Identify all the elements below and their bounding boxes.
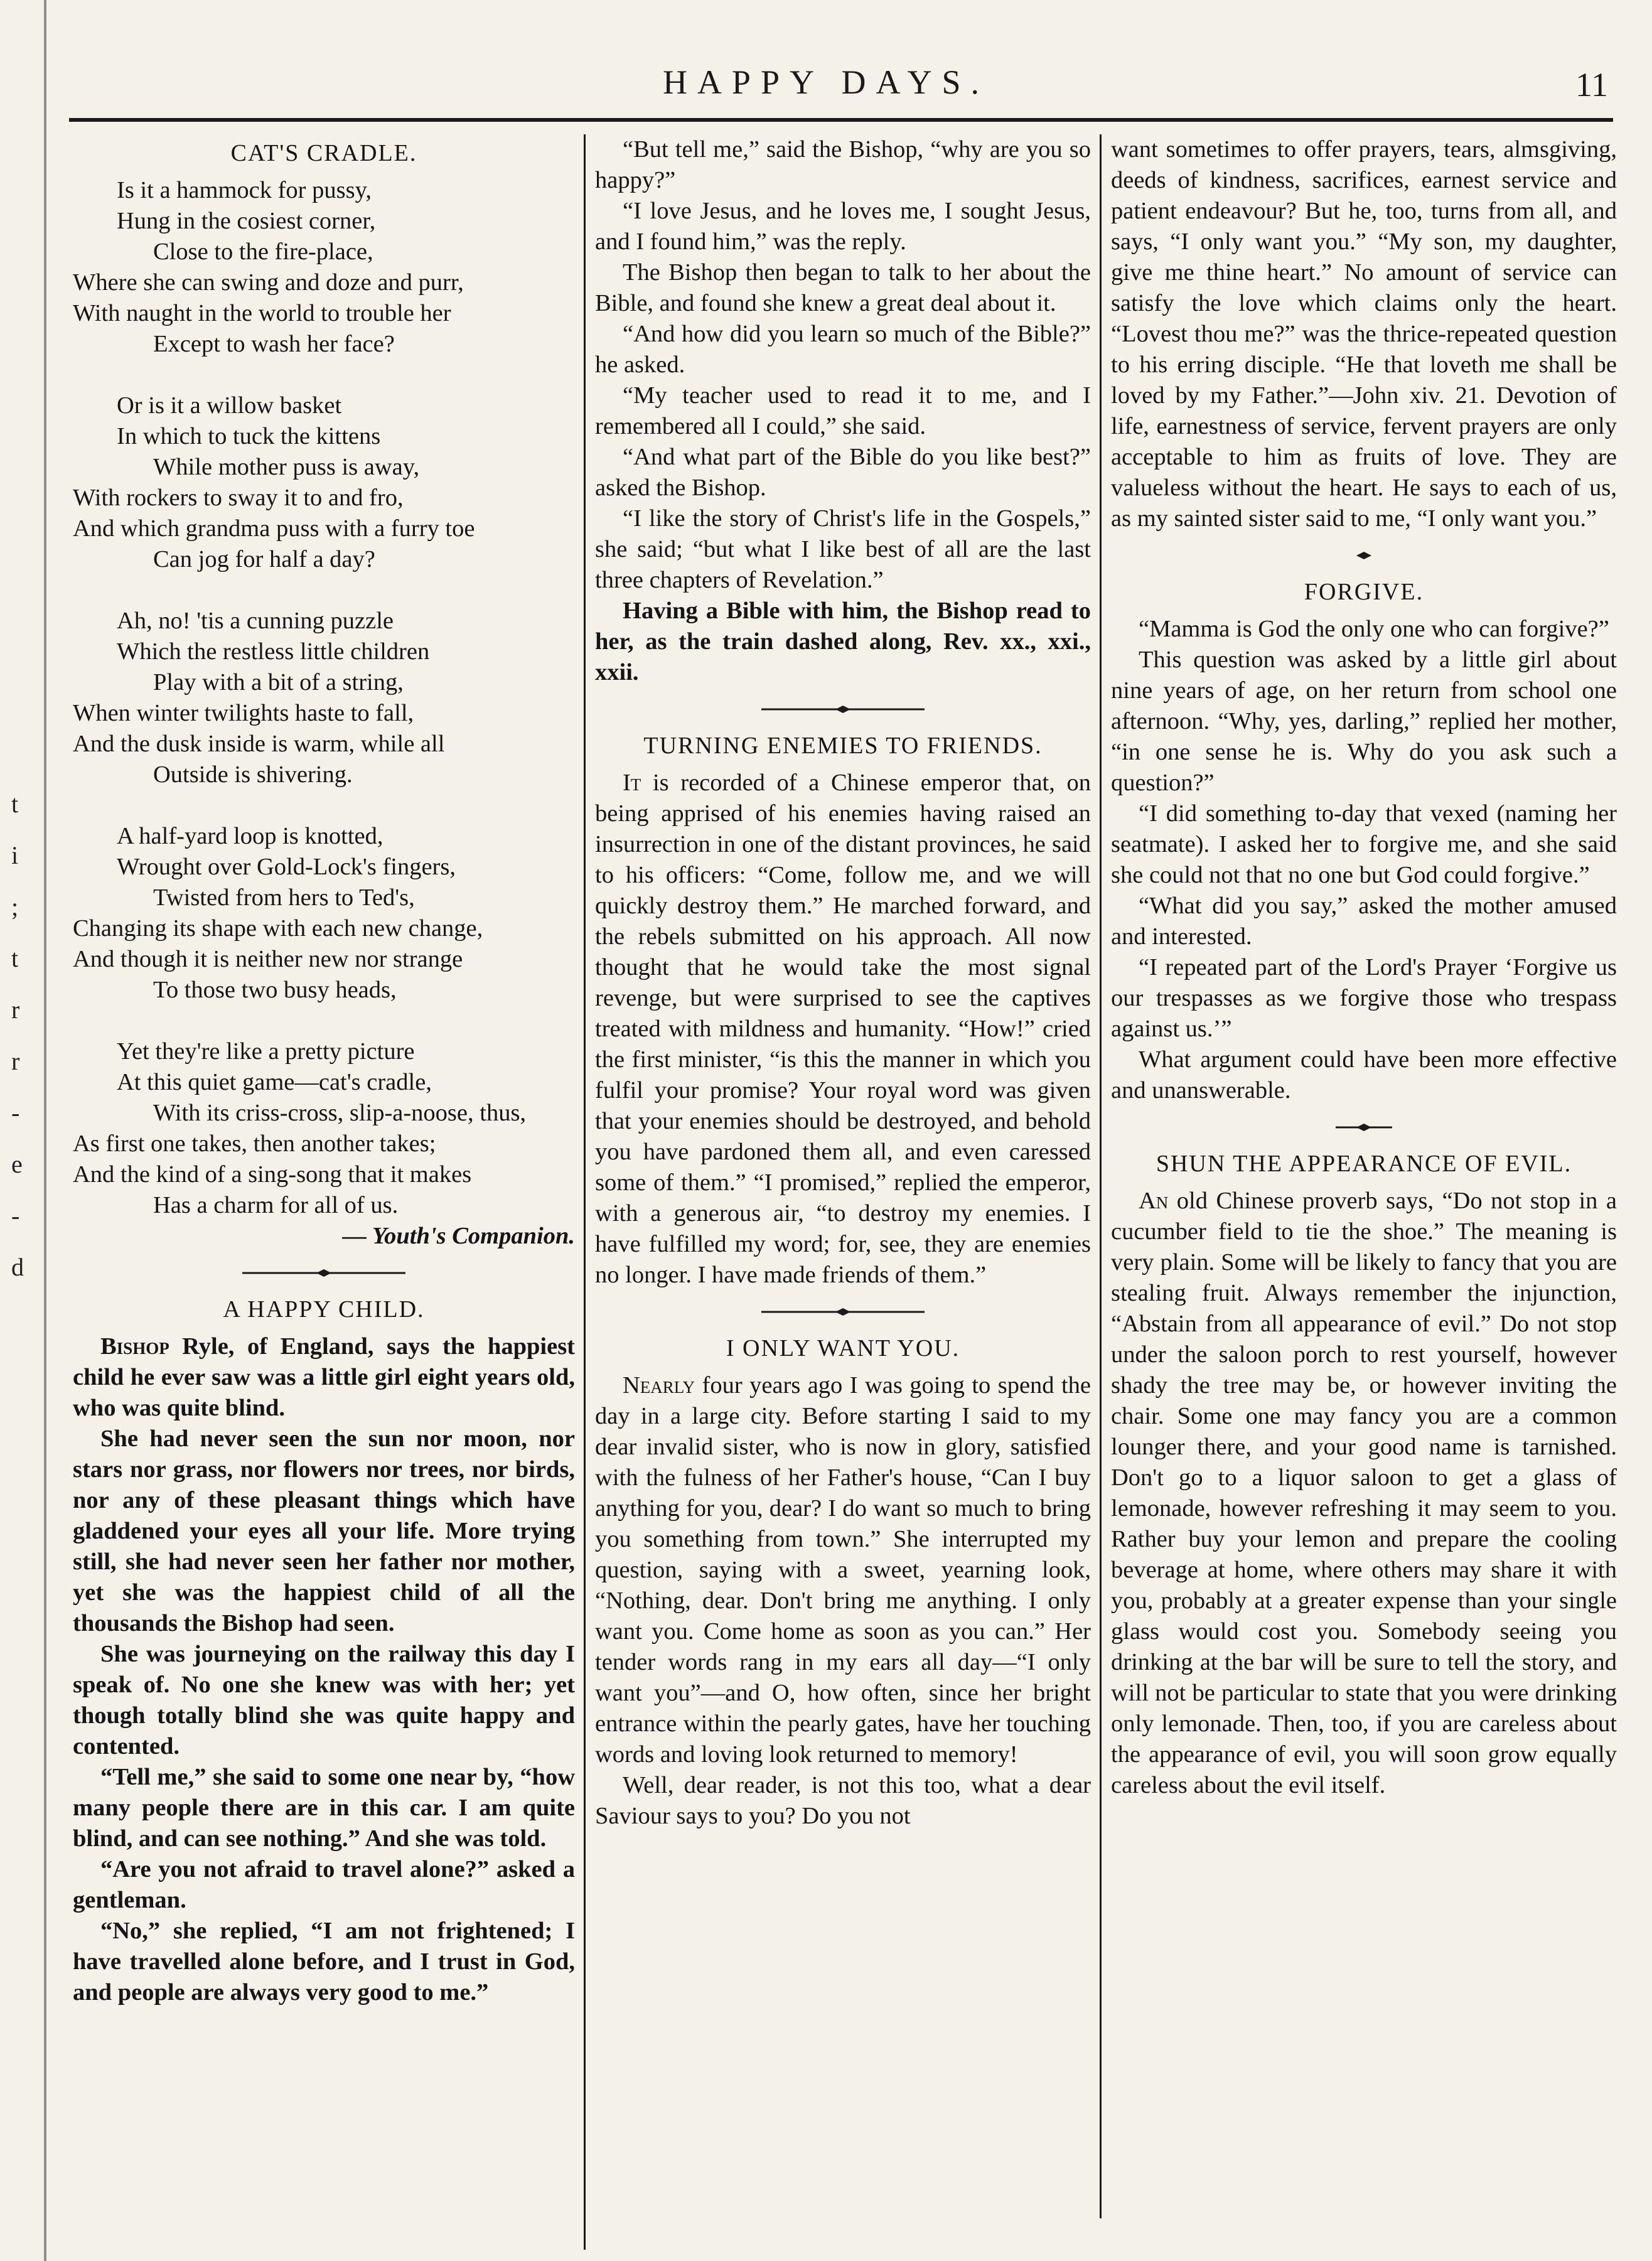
poem-line: In which to tuck the kittens: [117, 423, 381, 449]
article-paragraph: Having a Bible with him, the Bishop read to her, as the train dashed along, Rev. xx., xxi., xxii.: [595, 598, 1091, 685]
poem-attribution: — Youth's Companion.: [342, 1223, 575, 1249]
poem-line: Where she can swing and doze and purr,: [73, 269, 464, 296]
article-paragraph: She was journeying on the railway this day I speak of. No one she knew was with her; yet though totally blind she was quite happy and contented.: [73, 1641, 575, 1759]
gutter-mark: d: [11, 1253, 24, 1281]
article-paragraph: “I repeated part of the Lord's Prayer ‘Forgive us our trespasses as we forgive those who trespass against us.’”: [1111, 954, 1617, 1042]
gutter-marks: [11, 778, 49, 1293]
poem-line: Has a charm for all of us.: [153, 1192, 399, 1218]
article-paragraph: “No,” she replied, “I am not frightened; I have travelled alone before, and I trust in God, and people are always very good to me.”: [73, 1918, 575, 2006]
paragraph-text: four years ago I was going to spend the day in a large city. Before starting I said to my dear invalid sister, who is now in glory, satisfied with the fulness of her Father's house, “Can I buy anything for you, dear? I do want so much to bring you something from town.” She interrupted my question, saying with a sweet, yearning look, “Nothing, dear. Don't bring me anything. I only want you. Come home as soon as you can.” Her tender words rang in my ears all day—“I only want you”—and O, how often, since her bright entrance within the pearly gates, have her touching words and loving look returned to memory!: [595, 1372, 1091, 1768]
article-paragraph: want sometimes to offer prayers, tears, almsgiving, deeds of kindness, sacrifices, earnest service and patient endeavour? But he, too, turns from all, and says, “I only want you.” “My son, my daughter, give me thine heart.” No amount of service can satisfy the love which claims only the heart. “Lovest thou me?” was the thrice-repeated question to his erring disciple. “He that loveth me shall be loved by my Father.”—John xiv. 21. Devotion of life, earnestness of service, fervent prayers are only acceptable to him as fruits of love. They are valueless without the heart. He says to each of us, as my sainted sister said to me, “I only want you.”: [1111, 136, 1617, 532]
article-paragraph: What argument could have been more effective and unanswerable.: [1111, 1046, 1617, 1104]
poem-line: And the dusk inside is warm, while all: [73, 731, 445, 757]
lead-word: Nearly: [623, 1372, 695, 1399]
section-divider: [242, 1268, 405, 1278]
gutter-mark: i: [11, 841, 19, 869]
poem-line: When winter twilights haste to fall,: [73, 700, 414, 726]
article-title: A HAPPY CHILD.: [223, 1296, 425, 1323]
poem-line: To those two busy heads,: [153, 977, 397, 1003]
article-title: SHUN THE APPEARANCE OF EVIL.: [1156, 1151, 1572, 1177]
poem-line: With rockers to sway it to and fro,: [73, 485, 404, 511]
article-paragraph: “Are you not afraid to travel alone?” asked a gentleman.: [73, 1856, 575, 1913]
gutter-mark: e: [11, 1150, 23, 1178]
poem-title: CAT'S CRADLE.: [230, 140, 417, 166]
article-title: FORGIVE.: [1304, 579, 1424, 605]
article-paragraph: This question was asked by a little girl about nine years of age, on her return from school one afternoon. “Why, yes, darling,” replied her mother, “in one sense he is. Why do you ask such a question?”: [1111, 647, 1617, 796]
paragraph-text: Ryle, of England, says the happiest child he ever saw was a little girl eight years old, who was quite blind.: [73, 1333, 575, 1421]
column-1: [73, 134, 575, 2225]
poem-line: Which the restless little children: [117, 638, 430, 665]
poem-line: Hung in the cosiest corner,: [117, 208, 376, 234]
lead-word: An: [1139, 1188, 1169, 1214]
article-paragraph: “Tell me,” she said to some one near by, “how many people there are in this car. I am quite blind, and can see nothing.” And she was told.: [73, 1764, 575, 1852]
poem-stanza: [73, 1036, 575, 1221]
poem-line: Or is it a willow basket: [117, 392, 342, 419]
article-paragraph: “I like the story of Christ's life in the Gospels,” she said; “but what I like best of all are the last three chapters of Revelation.”: [595, 505, 1091, 593]
article-paragraph: The Bishop then began to talk to her about the Bible, and found she knew a great deal about it.: [595, 259, 1091, 316]
gutter-mark: t: [11, 944, 19, 972]
lead-word: Bishop: [100, 1333, 169, 1360]
section-divider: [761, 1307, 925, 1317]
article-paragraph: “I love Jesus, and he loves me, I sought Jesus, and I found him,” was the reply.: [595, 198, 1091, 255]
gutter-mark: r: [11, 1047, 20, 1075]
article-paragraph: “I did something to-day that vexed (naming her seatmate). I asked her to forgive me, and she said she could not that no one but God could forgive.”: [1111, 800, 1617, 888]
poem-line: At this quiet game—cat's cradle,: [117, 1069, 432, 1095]
poem-line: Except to wash her face?: [153, 331, 395, 357]
poem-line: And though it is neither new nor strange: [73, 946, 463, 972]
gutter-mark: r: [11, 996, 20, 1024]
gutter-mark: t: [11, 790, 19, 818]
article-paragraph: “My teacher used to read it to me, and I remembered all I could,” she said.: [595, 382, 1091, 439]
article-paragraph: “And what part of the Bible do you like best?” asked the Bishop.: [595, 444, 1091, 501]
column-rule: [1100, 134, 1102, 2218]
lead-word: It: [623, 770, 641, 796]
poem-line: A half-yard loop is knotted,: [117, 823, 384, 849]
poem-line: And the kind of a sing-song that it makes: [73, 1161, 472, 1188]
poem-line: Outside is shivering.: [153, 761, 353, 788]
section-divider: [1345, 550, 1383, 561]
page-header-title: HAPPY DAYS.: [662, 63, 990, 101]
column-3: [1111, 134, 1617, 2225]
poem-line: Changing its shape with each new change,: [73, 915, 483, 942]
poem-line: With naught in the world to trouble her: [73, 300, 451, 326]
poem-stanza: [73, 821, 575, 1006]
poem-line: Close to the fire-place,: [153, 239, 373, 265]
article-paragraph: [73, 1331, 575, 1424]
gutter-mark: -: [11, 1098, 20, 1127]
poem-line: Can jog for half a day?: [153, 546, 375, 572]
poem-line: As first one takes, then another takes;: [73, 1130, 436, 1157]
paragraph-text: old Chinese proverb says, “Do not stop in a cucumber field to tie the shoe.” The meaning is very plain. Some will be likely to fancy that you are stealing fruit. Always remember the injunction, “Abstain from all appearance of evil.” Do not stop under the saloon porch to rest yourself, however shady the tree may be, or however inviting the chair. Some one may fancy you are a common lounger there, and your good name is tarnished. Don't go to a liquor saloon to get a glass of lemonade, however refreshing it may seem to you. Rather buy your lemon and prepare the cooling beverage at home, where others may share it with you, probably at a greater expense than your single glass would cost you. Somebody seeing you drinking at the bar will be sure to tell the story, and will not be particular to state that you were drinking only lemonade. Then, too, if you are careless about the appearance of evil, you will soon grow equally careless about the evil itself.: [1111, 1188, 1617, 1798]
article-paragraph: Well, dear reader, is not this too, what a dear Saviour says to you? Do you not: [595, 1772, 1091, 1829]
poem-line: And which grandma puss with a furry toe: [73, 515, 475, 542]
article-paragraph: [595, 1370, 1091, 1770]
poem-line: Yet they're like a pretty picture: [117, 1038, 415, 1065]
poem-line: Wrought over Gold-Lock's fingers,: [117, 854, 456, 880]
header-rule: [69, 118, 1613, 122]
page-number: 11: [1575, 66, 1608, 104]
article-paragraph: She had never seen the sun nor moon, nor stars nor grass, nor flowers nor trees, nor birds, nor any of these pleasant things which have gladdened your eyes all your life. More trying still, she had never seen her father nor mother, yet she was the happiest child of all the thousands the Bishop had seen.: [73, 1426, 575, 1636]
poem-line: Play with a bit of a string,: [153, 669, 404, 695]
gutter-mark: -: [11, 1201, 20, 1230]
article-title: I ONLY WANT YOU.: [726, 1335, 960, 1361]
poem-line: With its criss-cross, slip-a-noose, thus,: [153, 1100, 527, 1126]
poem-line: Ah, no! 'tis a cunning puzzle: [117, 608, 394, 634]
poem-line: Twisted from hers to Ted's,: [153, 884, 415, 911]
article-title: TURNING ENEMIES TO FRIENDS.: [643, 733, 1043, 759]
article-paragraph: “But tell me,” said the Bishop, “why are you so happy?”: [595, 136, 1091, 193]
poem-line: Is it a hammock for pussy,: [117, 177, 372, 203]
paragraph-text: is recorded of a Chinese emperor that, on being apprised of his enemies having raised an insurrection in one of the distant provinces, he said to his officers: “Come, follow me, and we will quickly destroy them.” He marched forward, and the rebels submitted on his approach. All now thought that he would take the most signal revenge, but were surprised to see the captives treated with mildness and humanity. “How!” cried the first minister, “is this the manner in which you fulfil your promise? Your royal word was given that your enemies should be destroyed, and behold you have pardoned them all, and even caressed some of them.” “I promised,” replied the emperor, with a generous air, “to destroy my enemies. I have fulfilled my word; for, see, they are enemies no longer. I have made friends of them.”: [595, 770, 1091, 1288]
article-paragraph: [1111, 1186, 1617, 1801]
article-paragraph: “Mamma is God the only one who can forgive?”: [1139, 616, 1609, 642]
poem-line: While mother puss is away,: [153, 454, 420, 480]
column-2: [595, 134, 1091, 2225]
poem-stanza: [73, 390, 575, 575]
section-divider: [761, 704, 925, 714]
gutter-mark: ;: [11, 893, 19, 921]
article-paragraph: “And how did you learn so much of the Bible?” he asked.: [595, 321, 1091, 378]
poem-stanza: [73, 606, 575, 790]
article-paragraph: “What did you say,” asked the mother amused and interested.: [1111, 893, 1617, 950]
poem-stanza: [73, 175, 575, 360]
article-paragraph: [595, 768, 1091, 1291]
column-rule: [584, 134, 586, 2250]
section-divider: [1336, 1122, 1392, 1132]
